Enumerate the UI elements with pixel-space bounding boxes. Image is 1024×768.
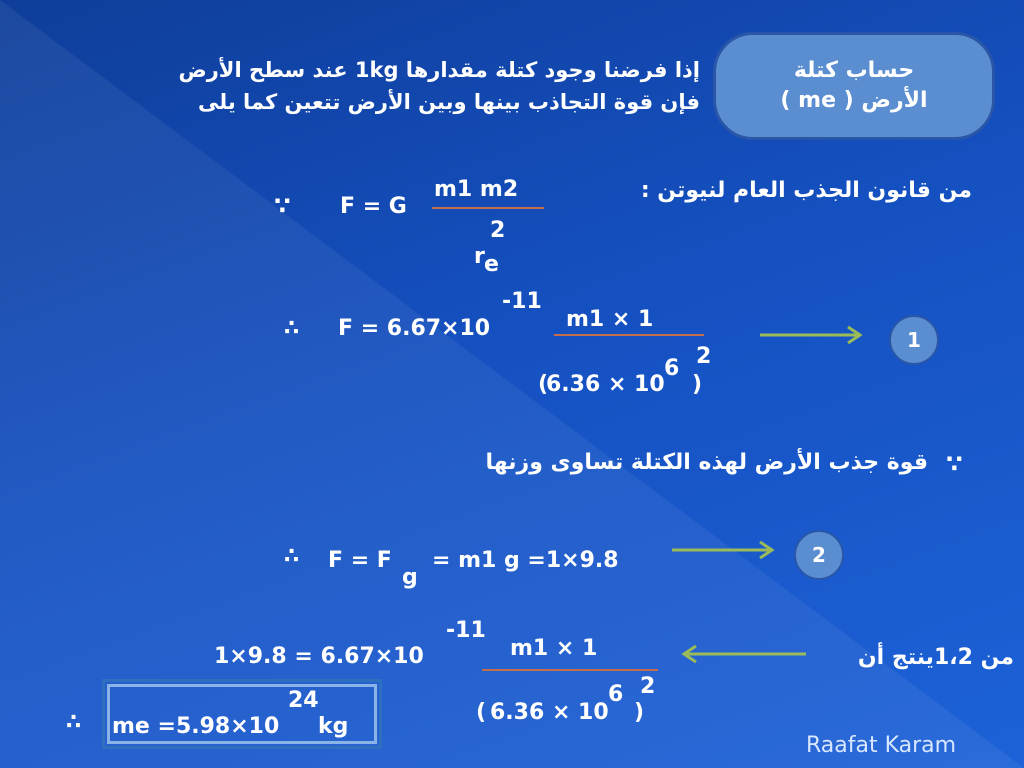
result-unit: kg — [318, 714, 349, 739]
eq3-label: من 1،2ينتج أن — [857, 645, 1014, 670]
title-line-2: الأرض ( me ) — [780, 88, 928, 113]
weight-statement: قوة جذب الأرض لهذه الكتلة تساوى وزنها — [485, 450, 928, 475]
newton-fraction-line — [432, 207, 544, 209]
eq3-den-exp: 6 — [608, 682, 624, 707]
arrow-right-icon — [758, 325, 866, 345]
eq1-exp: -11 — [502, 289, 542, 314]
eq3-den-outer-exp: 2 — [640, 674, 656, 699]
eq1-numerator: m1 × 1 — [566, 307, 654, 332]
intro-line-2: فإن قوة التجاذب بينها وبين الأرض تتعين كما يلى — [198, 90, 700, 114]
title-box — [713, 32, 995, 140]
because-symbol-2: ∵ — [946, 450, 963, 478]
badge-1: 1 — [889, 315, 939, 365]
title-line-1: حساب كتلة — [793, 58, 915, 83]
intro-line-1: إذا فرضنا وجود كتلة مقدارها 1kg عند سطح الأرض — [178, 58, 700, 82]
arrow-right-icon — [670, 540, 778, 560]
newton-denominator-sub: e — [484, 252, 499, 277]
eq1-den-close: ) — [692, 372, 703, 397]
arrow-left-icon — [678, 644, 808, 664]
eq3-den-open: ( — [476, 700, 487, 725]
eq3-den-close: ) — [634, 700, 645, 725]
therefore-symbol-2: ∴ — [284, 544, 300, 569]
therefore-symbol-1: ∴ — [284, 316, 300, 341]
therefore-symbol-3: ∴ — [66, 710, 82, 735]
newton-numerator: m1 m2 — [434, 177, 519, 202]
result-value: me =5.98×10 — [112, 714, 280, 739]
newton-denominator-base: r — [474, 244, 485, 269]
badge-2: 2 — [794, 530, 844, 580]
eq2-rhs: = m1 g =1×9.8 — [432, 548, 619, 573]
eq3-lhs: 1×9.8 = 6.67×10 — [214, 644, 424, 669]
eq2-sub: g — [402, 565, 418, 590]
because-symbol-1: ∵ — [274, 192, 291, 220]
newton-lhs: F = G — [340, 194, 407, 219]
newton-denominator-exp: 2 — [490, 218, 506, 243]
eq1-fraction-line — [554, 334, 704, 336]
eq1-den-outer-exp: 2 — [696, 344, 712, 369]
eq3-exp: -11 — [446, 618, 486, 643]
eq3-numerator: m1 × 1 — [510, 636, 598, 661]
eq1-lhs: F = 6.67×10 — [338, 316, 491, 341]
eq3-den-value: 6.36 × 10 — [490, 700, 609, 725]
author-credit: Raafat Karam — [806, 733, 957, 758]
eq3-fraction-line — [482, 669, 658, 671]
eq2-lhs: F = F — [328, 548, 392, 573]
result-exp: 24 — [288, 688, 319, 713]
newton-label: من قانون الجذب العام لنيوتن : — [640, 178, 972, 203]
eq1-den-exp: 6 — [664, 356, 680, 381]
eq1-den-value: 6.36 × 10 — [546, 372, 665, 397]
eq1-den-open: ( — [538, 372, 549, 397]
